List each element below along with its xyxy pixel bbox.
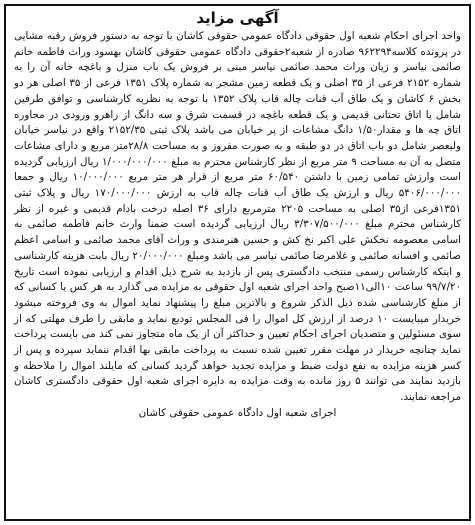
notice-signature: اجرای شعبه اول دادگاه عمومی حقوقی کاشان	[138, 406, 337, 419]
notice-title: آگهی مزاید	[196, 9, 279, 27]
notice-body: واحد اجرای احکام شعبه اول حقوقی دادگاه عمومی حقوقی کاشان با توجه به دستور فروش رقبه مشایی در پرونده کلاسه۹۶۲۲۹۴ صادره از شعبه۲حقوقی دادگاه عمومی حقوقی کاشان بهسود وراث فاطمه خانم صائمی نیاسر و زیان وراث محمد صائمی نیاسر مبنی بر فروش یک باب منزل و باغچه خانه آن را به شماره ۲۱۵۲ فرعی از ۳۵ اصلی و یک قطعه زمین مشجر به شماره پلاک ۱۳۵۱ فرعی از ۳۵ اصلی هر دو بخش ۶ کاشان و یک طاق آب قنات چاله قاب پلاک ۱۳۵۲ با توجه به نظریه کارشناسی و توافق طرفین شامل یا اتاق تحتانی قدیمی و یک قطعه باغچه در قسمت شرق و سه دانگ از راهرو ورودی در محاوره اتاق چه ها و مقدار۱/۵۰ دانگ مشاعات از پر خیابان می باشد پلاک ثبتی ۲۱۵۲/۳۵ واقع در نیاسر خیابان ولیعصر شامل دو باب اتاق در دو طبقه و به صورت مفروز و به مساحت ۲۸/۸متر مربع و دارای مشاعات متصل به آن به مساحت ۹ متر مربع از نظر کارشناس محترم به مبلغ ۱/۰۰۰/۰۰۰/۰۰۰ ریال ارزیابی گردیده است وارزش تمامی زمین با داشتن ۶۰/۵۴۰ متر مربع از قرار هر متر مربع ۱۰/۰۰۰/۰۰۰ ریال و جمعا ۵۴۰۶/۰۰۰/۰۰۰ ریال و ارزش یک طاق آب قنات چاله قاب به ارزش ۱۷۰/۰۰۰/۰۰۰ ریال و پلاک ثبتی ۱۳۵۱فرعی از۳۵ اصلی به مساحت ۲۲۰۵ مترمربع دارای ۳۶ اصله درخت بادام قدیمی و غیره از نظر کارشناس محترم مبلغ ۳/۳۰۷/۵۰۰/۰۰۰ ریال ارزیابی گردیده است ضمنا وارث خانم فاطمه صائمی به اسامی معصومه نخکش علی اکبر نخ کش و حسین هنرمندی و وراث آقای محمد صائمی و اسامی اعظم صائمی و افسانه صائمی و غلامرضا صائمی نیاسر می باشد ومبلغ ۲۰/۰۰۰/۰۰۰ ریال بابت هزینه کارشناسی و اینکه کارشناس رسمی منتخب دادگستری پس از بازدید به شرح ذیل اقدام و ارزیابی نموده است تاریخ ۹۹/۷/۲۰ ساعت ۱۰الی۱۱صبح واحد اجرای شعبه اول حقوقی به مزایده می گذارد به هر کس یا کسانی که از مبلغ کارشناسی شده ذیل الذکر شروع و بالاترین مبلغ را پیشنهاد نماید اموال به وی فروخته میشود خریدار میبایست ۱۰ درصد از ارزش کل اموال را فی المجلس تودیع نماید و مابقی را طرف مهلتی که از سوی مسئولین و متصدیان اجرای احکام تعیین و حداکثر آن از یک ماه متجاوز نمی کند می بایست پرداخت نماید چنانچه خریدار در مهلت مقرر تعیین شده نسبت به پرداخت مابقی بها اقدام ننماید سپرده و پس از کسر هزینه مزایده به نفع دولت ضبط و مزایده تجدید خواهد گردید کسانی که مایلند اموال را ملاحظه و بازدید نمایند می توانند ۵ روز مانده به وقت مزایده به دایره اجرای شعبه اول حقوقی دادگستری کاشان مراجعه نمایند.	[14, 30, 462, 404]
auction-notice	[4, 4, 471, 521]
